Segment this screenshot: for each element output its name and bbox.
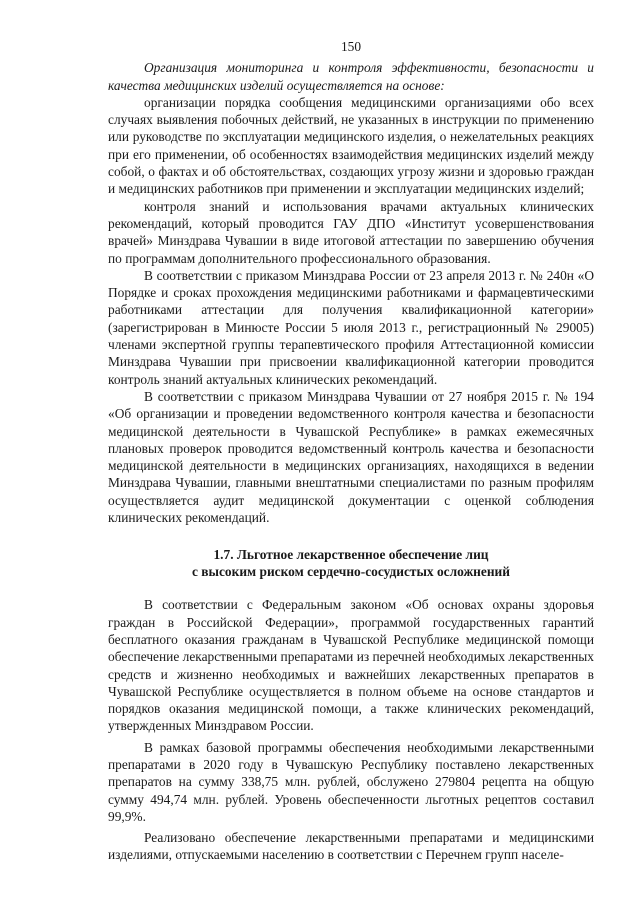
paragraph-federal-law: В соответствии с Федеральным законом «Об основах охраны здоровья граждан в Российской Федерации», программой государственных гарантий бесплатного оказания гражданам в Чувашской Республике медицинской помощи обеспечение лекарственными препаратами из перечней необходимых лекарственных средств и жизненно необходимых и важнейших лекарственных препаратов в Чувашской Республике осуществляется в полном объеме на основе стандартов и порядков оказания медицинской помощи, а также клинических рекомендаций, утвержденных Минздравом России. <box>108 597 594 734</box>
paragraph-knowledge-control: контроля знаний и использования врачами актуальных клинических рекомендаций, который проводится ГАУ ДПО «Институт усовершенствования врачей» Минздрава Чувашии в виде итоговой аттестации по завершению обучения по программам дополнительного профессионального образования. <box>108 198 594 266</box>
intro-italic-paragraph: Организация мониторинга и контроля эффективности, безопасности и качества медицинских изделий осуществляется на основе: <box>108 60 594 93</box>
paragraph-order-240n: В соответствии с приказом Минздрава России от 23 апреля 2013 г. № 240н «О Порядке и сроках прохождения медицинскими работниками и фармацевтическими работниками аттестации для получения квалификационной категории» (зарегистрирован в Минюсте России 5 июля 2013 г., регистрационный № 29005) членами экспертной группы терапевтического профиля Аттестационной комиссии Минздрава Чувашии при присвоении квалификационной категории проводится контроль знаний актуальных клинических рекомендаций. <box>108 267 594 387</box>
section-heading-line2: с высоким риском сердечно-сосудистых осложнений <box>192 564 510 580</box>
section-heading <box>108 546 594 580</box>
document-page <box>108 38 594 864</box>
paragraph-order-194: В соответствии с приказом Минздрава Чувашии от 27 ноября 2015 г. № 194 «Об организации и проведении ведомственного контроля качества и безопасности медицинской деятельности в Чувашской Республике» в рамках ежемесячных плановых проверок проводится ведомственный контроль качества и безопасности медицинской деятельности в медицинских организациях, находящихся в ведении Минздрава Чувашии, главными внештатными специалистами по разным профилям осуществляется аудит медицинской документации с оценкой соблюдения клинических рекомендаций. <box>108 388 594 526</box>
page-number: 150 <box>340 39 362 54</box>
paragraph-provision: Реализовано обеспечение лекарственными препаратами и медицинскими изделиями, отпускаемыми населению в соответствии с Перечнем групп населе- <box>108 830 594 863</box>
section-heading-line1: 1.7. Льготное лекарственное обеспечение лиц <box>213 547 489 563</box>
paragraph-base-program: В рамках базовой программы обеспечения необходимыми лекарственными препаратами в 2020 году в Чувашскую Республику поставлено лекарственных препаратов на сумму 338,75 млн. рублей, обслужено 279804 рецепта на общую сумму 494,74 млн. рублей. Уровень обеспеченности льготных рецептов составил 99,9%. <box>108 739 594 824</box>
paragraph-reporting: организации порядка сообщения медицинскими организациями обо всех случаях выявления побочных действий, не указанных в инструкции по применению или руководстве по эксплуатации медицинского изделия, о нежелательных реакциях при его применении, об особенностях взаимодействия медицинских изделий между собой, о фактах и об обстоятельствах, создающих угрозу жизни и здоровью граждан и медицинских работников при применении и эксплуатации медицинских изделий; <box>108 94 594 197</box>
